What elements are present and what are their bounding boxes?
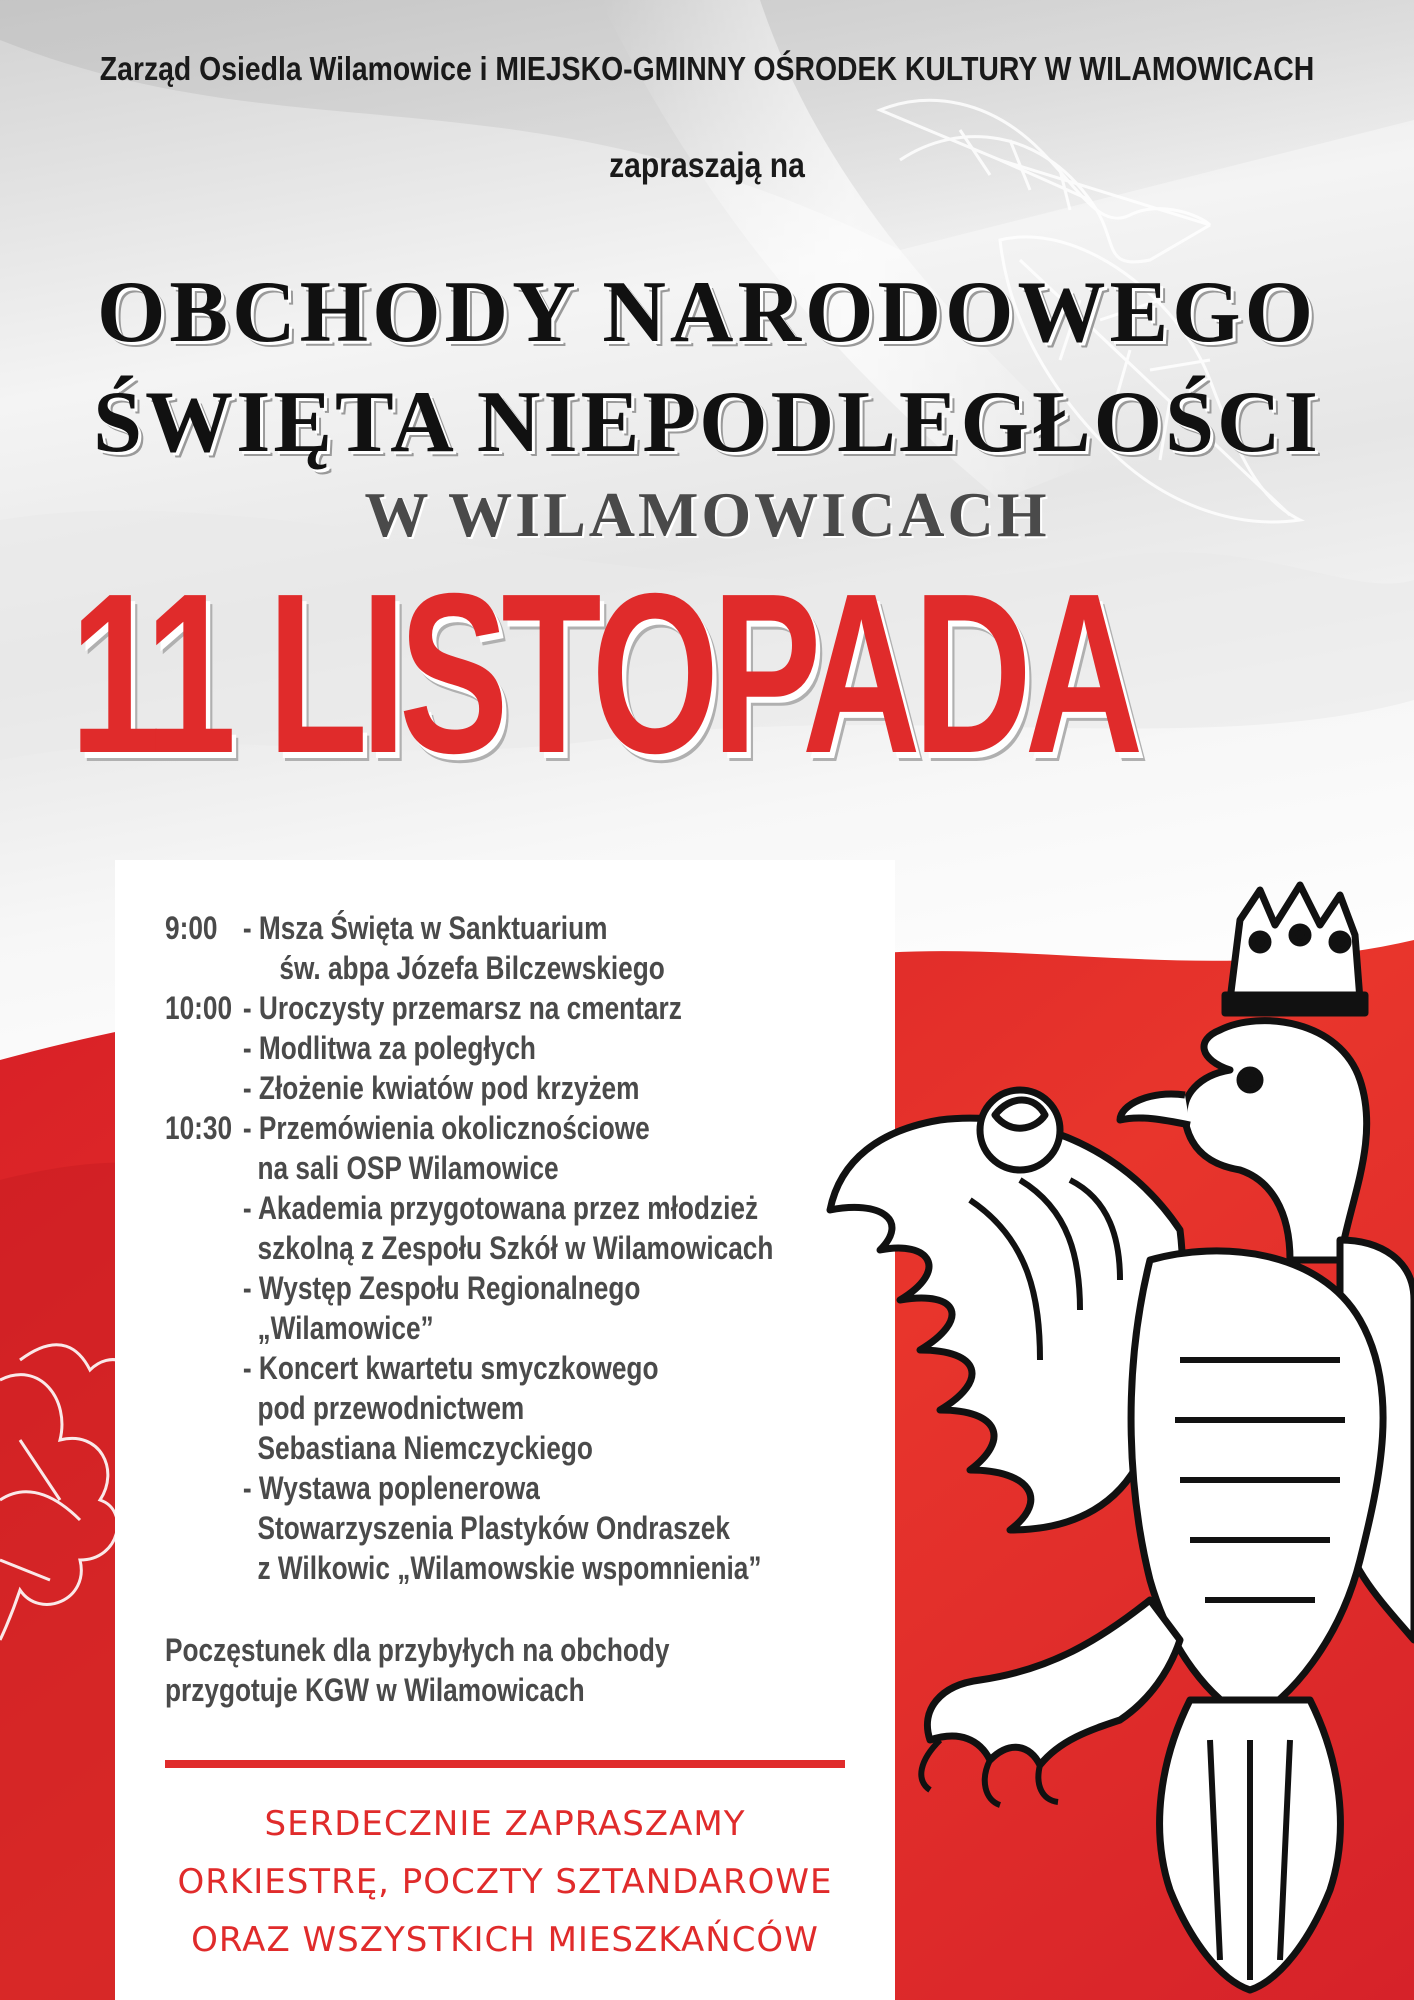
schedule-time xyxy=(165,1468,243,1508)
schedule-row xyxy=(165,1148,887,1188)
schedule-row xyxy=(165,1388,887,1428)
closing-line-3: ORAZ WSZYSTKICH MIESZKAŃCÓW xyxy=(191,1920,819,1960)
schedule-row xyxy=(165,1508,887,1548)
closing-line-2: ORKIESTRĘ, POCZTY SZTANDAROWE xyxy=(177,1862,833,1902)
title-line-3: W WILAMOWICACH xyxy=(364,479,1050,550)
schedule-list xyxy=(165,908,885,1588)
schedule-text: św. abpa Józefa Bilczewskiego xyxy=(242,950,665,986)
schedule-text: - Złożenie kwiatów pod krzyżem xyxy=(242,1070,640,1106)
refreshments-note xyxy=(165,1630,903,1710)
schedule-row xyxy=(165,1468,887,1508)
schedule-row xyxy=(165,1028,887,1068)
schedule-row xyxy=(165,948,887,988)
title-line-2: ŚWIĘTA NIEPODLEGŁOŚCI xyxy=(93,374,1321,471)
schedule-text: Sebastiana Niemczyckiego xyxy=(242,1430,593,1466)
schedule-text: - Modlitwa za poległych xyxy=(242,1030,536,1066)
schedule-row xyxy=(165,1428,887,1468)
schedule-row xyxy=(165,1308,887,1348)
schedule-time: 9:00 xyxy=(165,910,218,946)
schedule-time xyxy=(165,1068,243,1108)
schedule-row xyxy=(165,1548,887,1588)
schedule-text: - Koncert kwartetu smyczkowego xyxy=(242,1350,659,1386)
schedule-text: - Uroczysty przemarsz na cmentarz xyxy=(242,990,682,1026)
schedule-time xyxy=(165,1548,243,1588)
schedule-time xyxy=(165,1428,243,1468)
closing-line-1: SERDECZNIE ZAPRASZAMY xyxy=(264,1804,746,1844)
schedule-time xyxy=(165,1388,243,1428)
schedule-text: - Wystawa poplenerowa xyxy=(242,1470,540,1506)
schedule-time: 10:00 xyxy=(165,990,233,1026)
schedule-text: szkolną z Zespołu Szkół w Wilamowicach xyxy=(242,1230,774,1266)
schedule-time xyxy=(165,1228,243,1268)
schedule-time xyxy=(165,1188,243,1228)
schedule-time xyxy=(165,1348,243,1388)
schedule-text: - Akademia przygotowana przez młodzież xyxy=(242,1190,759,1226)
refreshments-line-1: Poczęstunek dla przybyłych na obchody xyxy=(165,1632,670,1668)
schedule-time: 10:30 xyxy=(165,1110,233,1146)
program-panel xyxy=(115,860,895,2000)
schedule-row xyxy=(165,1228,887,1268)
schedule-text: Stowarzyszenia Plastyków Ondraszek xyxy=(242,1510,730,1546)
schedule-row xyxy=(165,1108,887,1148)
schedule-time xyxy=(165,1308,243,1348)
refreshments-line-2: przygotuje KGW w Wilamowicach xyxy=(165,1672,585,1708)
schedule-text: - Występ Zespołu Regionalnego xyxy=(242,1270,641,1306)
closing-invitation xyxy=(115,1795,895,1969)
schedule-row xyxy=(165,1188,887,1228)
schedule-text: - Przemówienia okolicznościowe xyxy=(242,1110,650,1146)
invite-line: zapraszają na xyxy=(609,146,805,185)
schedule-time xyxy=(165,1148,243,1188)
schedule-text: na sali OSP Wilamowice xyxy=(242,1150,559,1186)
schedule-row xyxy=(165,908,887,948)
organizers-line: Zarząd Osiedla Wilamowice i MIEJSKO-GMINNY OŚRODEK KULTURY W WILAMOWICACH xyxy=(99,50,1315,87)
schedule-time xyxy=(165,1268,243,1308)
white-eagle-emblem-icon xyxy=(820,880,1414,2000)
event-date: 11 LISTOPADA xyxy=(70,547,1137,801)
schedule-row xyxy=(165,1348,887,1388)
schedule-time xyxy=(165,948,243,988)
schedule-row xyxy=(165,988,887,1028)
title-line-1: OBCHODY NARODOWEGO xyxy=(96,264,1318,361)
schedule-text: z Wilkowic „Wilamowskie wspomnienia” xyxy=(242,1550,762,1586)
schedule-time xyxy=(165,1028,243,1068)
schedule-text: „Wilamowice” xyxy=(242,1310,434,1346)
red-divider xyxy=(165,1760,845,1768)
schedule-row xyxy=(165,1268,887,1308)
schedule-text: - Msza Święta w Sanktuarium xyxy=(242,910,608,946)
schedule-time xyxy=(165,1508,243,1548)
schedule-text: pod przewodnictwem xyxy=(242,1390,525,1426)
schedule-row xyxy=(165,1068,887,1108)
